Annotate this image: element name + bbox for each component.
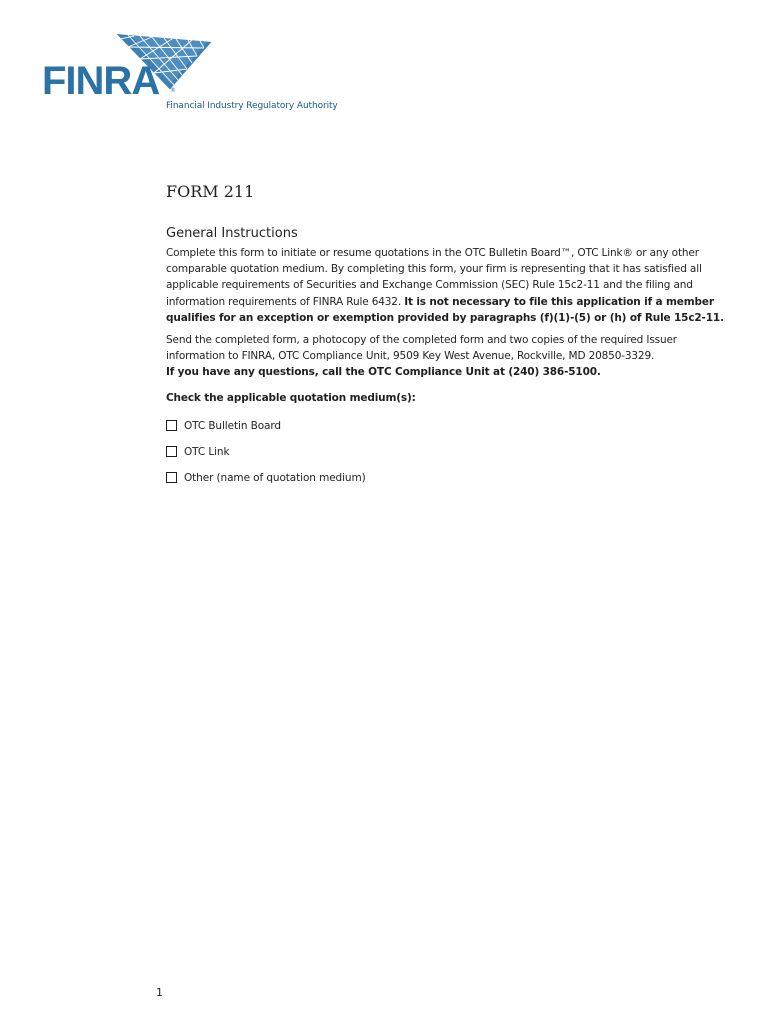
- finra-logo: [42, 32, 342, 116]
- paragraph-2-text: Send the completed form, a photocopy of the completed form and two copies of the required Issuer information to FINRA, OTC Compliance Unit, 9509 Key West Avenue, Rockville, MD 20850-3329.: [166, 334, 677, 363]
- option-otc-bulletin-board[interactable]: [166, 418, 726, 434]
- option-label: Other (name of quotation medium): [184, 471, 366, 484]
- form-title: FORM 211: [166, 182, 255, 201]
- registered-mark: ®: [170, 87, 176, 94]
- section-heading: General Instructions: [166, 226, 298, 241]
- option-otc-link[interactable]: [166, 444, 726, 460]
- checkbox[interactable]: [166, 472, 177, 483]
- instructions-paragraph-1: [166, 245, 726, 326]
- paragraph-2-bold: If you have any questions, call the OTC Compliance Unit at (240) 386-5100.: [166, 366, 601, 379]
- option-label: OTC Bulletin Board: [184, 419, 281, 432]
- checkbox[interactable]: [166, 420, 177, 431]
- form-content: [166, 182, 726, 496]
- check-heading: Check the applicable quotation medium(s):: [166, 391, 416, 404]
- logo-tagline: Financial Industry Regulatory Authority: [166, 101, 338, 111]
- option-other[interactable]: [166, 470, 726, 486]
- instructions-paragraph-2: [166, 332, 726, 381]
- paragraph-1-bold: It is not necessary to file this application if a member qualifies for an exception or exemption provided by paragraphs (f)(1)-(5) or (h) of Rule 15c2-11.: [166, 295, 724, 324]
- logo-wordmark: FINRA: [42, 59, 160, 103]
- paragraph-1-text: Complete this form to initiate or resume quotations in the OTC Bulletin Board™, OTC Link® or any other comparable quotation medium. By completing this form, your firm is representing that it has satisfied all applicable requirements of Securities and Exchange Commission (SEC) Rule 15c2-11 and the filing and information requirements of FINRA Rule 6432.: [166, 247, 702, 308]
- page-number: 1: [156, 986, 163, 999]
- checkbox[interactable]: [166, 446, 177, 457]
- option-label: OTC Link: [184, 445, 230, 458]
